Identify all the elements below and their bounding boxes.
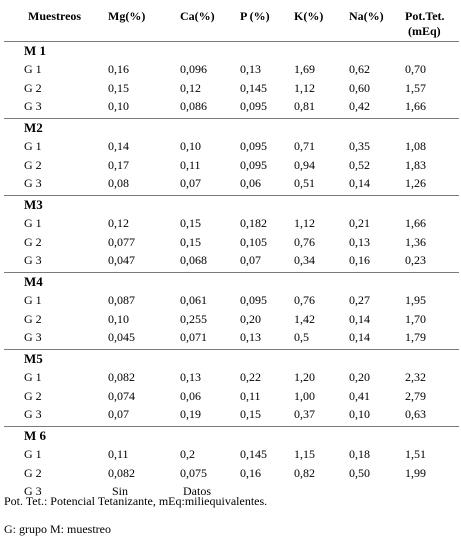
row-label: G 2 <box>24 157 42 172</box>
row-label: G 2 <box>24 311 42 326</box>
header-meq: (mEq) <box>408 24 441 38</box>
table-cell: 0,52 <box>349 157 370 172</box>
group-label: M5 <box>24 351 43 366</box>
row-label: G 2 <box>24 388 42 403</box>
table-cell: 0,074 <box>108 388 135 403</box>
table-cell: 1,51 <box>405 447 426 461</box>
table-cell: 0,14 <box>349 311 370 326</box>
table-cell: 0,096 <box>180 62 207 76</box>
table-cell: 0,70 <box>405 62 426 76</box>
group-separator <box>4 272 459 273</box>
table-cell: 0,19 <box>180 407 201 421</box>
group-label: M 6 <box>24 428 47 443</box>
table-cell: 0,16 <box>349 253 370 267</box>
header-na: Na(%) <box>349 9 384 23</box>
row-label: G 1 <box>24 447 42 461</box>
table-cell: 0,2 <box>180 447 195 461</box>
table-cell: 2,79 <box>405 388 426 403</box>
table-cell: 1,69 <box>294 62 315 76</box>
table-cell: 0,12 <box>180 80 201 95</box>
table-cell: 1,20 <box>294 370 315 384</box>
table-cell: 0,5 <box>294 330 309 344</box>
table-cell: 0,51 <box>294 176 315 190</box>
table-cell: 0,60 <box>349 80 370 95</box>
table-cell: 0,068 <box>180 253 207 267</box>
table-cell: 0,047 <box>108 253 135 267</box>
legend-note: G: grupo M: muestreo <box>4 522 111 536</box>
table-cell: 0,82 <box>294 465 315 480</box>
table-cell: 0,145 <box>240 80 267 95</box>
row-label: G 3 <box>24 407 42 421</box>
table-cell: 0,13 <box>240 330 261 344</box>
table-cell: 2,32 <box>405 370 426 384</box>
table-cell: 0,21 <box>349 216 370 230</box>
table-cell: 0,11 <box>240 388 261 403</box>
table-cell: 0,81 <box>294 99 315 113</box>
row-label: G 1 <box>24 293 42 307</box>
group-separator <box>4 195 459 196</box>
table-cell: 0,13 <box>240 62 261 76</box>
group-label: M4 <box>24 274 43 289</box>
table-cell: 0,13 <box>180 370 201 384</box>
table-cell: 0,14 <box>349 330 370 344</box>
table-cell: 0,76 <box>294 293 315 307</box>
footnote: Pot. Tet.: Potencial Tetanizante, mEq:miliequivalentes. <box>4 494 268 508</box>
header-pot-tet: Pot.Tet. <box>405 9 445 23</box>
table-cell: 0,23 <box>405 253 426 267</box>
table-cell: 0,061 <box>180 293 207 307</box>
table-cell: 0,071 <box>180 330 207 344</box>
table-cell: 0,082 <box>108 465 135 480</box>
row-label: G 2 <box>24 234 42 249</box>
table-cell: 0,16 <box>108 62 129 76</box>
table-cell: 0,08 <box>108 176 129 190</box>
table-cell: 0,086 <box>180 99 207 113</box>
table-cell: 0,13 <box>349 234 370 249</box>
group-separator <box>4 426 459 427</box>
header-mg: Mg(%) <box>108 9 146 23</box>
table-cell: 1,42 <box>294 311 315 326</box>
table-cell: 0,71 <box>294 139 315 153</box>
table-cell: 0,10 <box>108 99 129 113</box>
table-cell: Datos <box>183 484 211 498</box>
row-label: G 3 <box>24 176 42 190</box>
table-cell: 0,63 <box>405 407 426 421</box>
table-cell: 0,16 <box>240 465 261 480</box>
table-cell: 0,27 <box>349 293 370 307</box>
table-cell: 0,10 <box>349 407 370 421</box>
table-cell: 1,83 <box>405 157 426 172</box>
table-cell: 0,077 <box>108 234 135 249</box>
table-cell: 0,095 <box>240 157 267 172</box>
table-cell: 0,17 <box>108 157 129 172</box>
table-cell: 1,12 <box>294 80 315 95</box>
table-cell: 0,35 <box>349 139 370 153</box>
row-label: G 1 <box>24 62 42 76</box>
table-cell: 0,11 <box>108 447 129 461</box>
table-cell: 0,76 <box>294 234 315 249</box>
row-label: G 2 <box>24 465 42 480</box>
table-cell: 1,95 <box>405 293 426 307</box>
table-cell: 0,255 <box>180 311 207 326</box>
table-cell: 0,18 <box>349 447 370 461</box>
table-cell: 0,41 <box>349 388 370 403</box>
group-label: M 1 <box>24 43 47 58</box>
table-cell: 0,11 <box>180 157 201 172</box>
table-cell: 0,34 <box>294 253 315 267</box>
table-cell: 0,10 <box>108 311 129 326</box>
table-cell: 0,15 <box>240 407 261 421</box>
table-cell: 0,105 <box>240 234 267 249</box>
table-cell: 0,15 <box>108 80 129 95</box>
table-cell: 0,07 <box>180 176 201 190</box>
row-label: G 3 <box>24 330 42 344</box>
table-cell: 1,99 <box>405 465 426 480</box>
table-cell: 0,095 <box>240 99 267 113</box>
table-cell: 0,14 <box>349 176 370 190</box>
table-cell: 1,79 <box>405 330 426 344</box>
table-cell: 0,20 <box>240 311 261 326</box>
table-cell: 1,66 <box>405 216 426 230</box>
table-cell: 0,20 <box>349 370 370 384</box>
table-cell: 0,045 <box>108 330 135 344</box>
group-separator <box>4 349 459 350</box>
table-cell: 0,42 <box>349 99 370 113</box>
table-cell: 1,00 <box>294 388 315 403</box>
table-cell: 1,26 <box>405 176 426 190</box>
header-k: K(%) <box>294 9 324 23</box>
table-cell: 0,94 <box>294 157 315 172</box>
table-cell: 1,66 <box>405 99 426 113</box>
table-cell: 0,075 <box>180 465 207 480</box>
table-cell: 0,15 <box>180 216 201 230</box>
row-label: G 2 <box>24 80 42 95</box>
row-label: G 3 <box>24 253 42 267</box>
row-label: G 3 <box>24 99 42 113</box>
table-cell: 0,095 <box>240 139 267 153</box>
table-cell: 0,50 <box>349 465 370 480</box>
table-cell: 0,06 <box>240 176 261 190</box>
header-p: P (%) <box>240 9 270 23</box>
table-cell: 1,70 <box>405 311 426 326</box>
table-cell: 0,22 <box>240 370 261 384</box>
row-label: G 1 <box>24 370 42 384</box>
table-cell: Sin <box>112 484 129 498</box>
table-cell: 0,095 <box>240 293 267 307</box>
table-cell: 0,62 <box>349 62 370 76</box>
table-cell: 1,36 <box>405 234 426 249</box>
table-cell: 0,07 <box>108 407 129 421</box>
table-cell: 0,082 <box>108 370 135 384</box>
header-muestreos: Muestreos <box>28 9 82 23</box>
table-cell: 1,12 <box>294 216 315 230</box>
table-cell: 0,15 <box>180 234 201 249</box>
table-cell: 1,15 <box>294 447 315 461</box>
row-label: G 1 <box>24 216 42 230</box>
table-cell: 0,07 <box>240 253 261 267</box>
table-cell: 0,182 <box>240 216 267 230</box>
row-label: G 1 <box>24 139 42 153</box>
table-cell: 1,57 <box>405 80 426 95</box>
table-cell: 0,37 <box>294 407 315 421</box>
table-cell: 0,14 <box>108 139 129 153</box>
table-cell: 1,08 <box>405 139 426 153</box>
table-cell: 0,10 <box>180 139 201 153</box>
group-label: M2 <box>24 120 43 135</box>
table-cell: 0,06 <box>180 388 201 403</box>
group-separator <box>4 118 459 119</box>
group-separator <box>4 41 459 42</box>
header-ca: Ca(%) <box>180 9 215 23</box>
row-label: G 3 <box>24 484 42 498</box>
group-label: M3 <box>24 197 43 212</box>
table-cell: 0,087 <box>108 293 135 307</box>
table-cell: 0,12 <box>108 216 129 230</box>
table-cell: 0,145 <box>240 447 267 461</box>
